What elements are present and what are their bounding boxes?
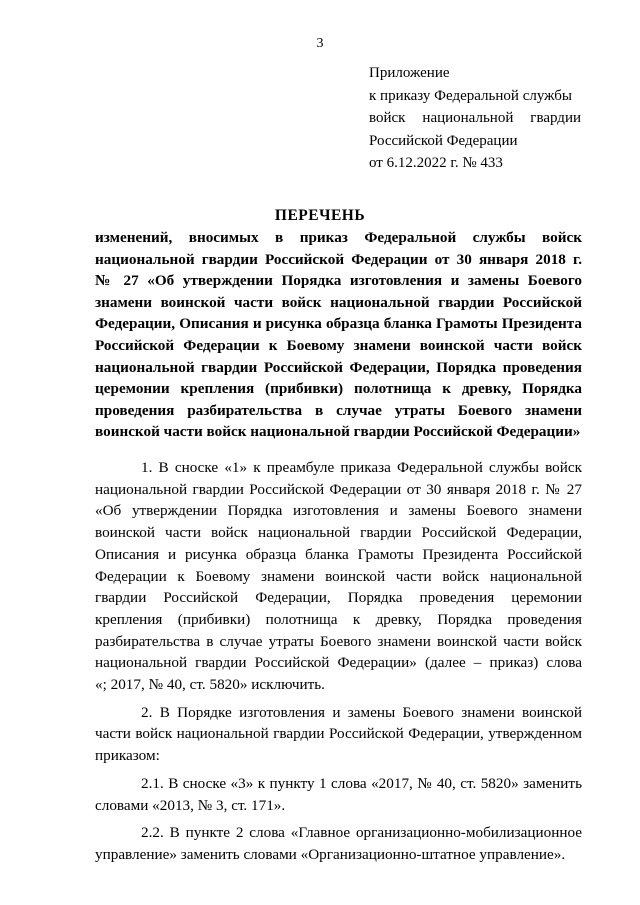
paragraph-line: крепления (прибивки) полотнища к древку, Порядка проведения [95,610,582,628]
paragraph-line: национальной гвардии Российской Федерации» (далее – приказ) слова [95,654,582,672]
paragraph-line: гвардии Российской Федерации, Порядка проведения церемонии [95,589,582,607]
subtitle-line: церемонии крепления (прибивки) полотнища к древку, Порядка [95,380,582,398]
appendix-line: Российской Федерации [369,132,518,149]
paragraph-line: части войск национальной гвардии Российской Федерации, утвержденном [95,725,582,743]
subtitle-line: Федерации, Описания и рисунка образца бланка Грамоты Президента [95,315,582,333]
paragraph-line: 2.2. В пункте 2 слова «Главное организационно-мобилизационное [141,824,582,842]
page-number: 3 [316,36,324,51]
appendix-line: войск национальной гвардии [369,110,581,127]
paragraph-line: Федерации к Боевому знамени воинской части войск национальной [95,567,582,585]
paragraph-line: Описания и рисунка образца бланка Грамоты Президента Российской [95,545,582,563]
paragraph-2 [95,702,582,767]
paragraph-line: 2. В Порядке изготовления и замены Боевого знамени воинской [141,703,582,721]
appendix-block [369,62,581,175]
paragraph-2-2 [95,822,582,865]
paragraph-line: «Об утверждении Порядка изготовления и замены Боевого знамени [95,502,582,520]
document-subtitle [95,227,582,443]
paragraph-line: «; 2017, № 40, ст. 5820» исключить. [95,676,325,694]
subtitle-line: № 27 «Об утверждении Порядка изготовления и замены Боевого [95,272,582,290]
paragraph-1 [95,457,582,696]
subtitle-line: изменений, вносимых в приказ Федеральной службы войск [95,229,582,246]
subtitle-line: проведения разбирательства в случае утраты Боевого знамени [95,401,582,419]
paragraph-line: разбирательства в случае утраты Боевого знамени воинской части войск [95,632,582,650]
paragraph-line: словами «2013, № 3, ст. 171». [95,796,286,814]
paragraph-line: 2.1. В сноске «3» к пункту 1 слова «2017, № 40, ст. 5820» заменить [141,774,582,792]
paragraph-line: управление» заменить словами «Организационно-штатное управление». [95,845,566,863]
subtitle-line: национальной гвардии Российской Федерации, Порядка проведения [95,358,582,376]
paragraph-2-1 [95,773,582,816]
subtitle-line: знамени воинской части войск национальной гвардии Российской [95,293,582,311]
paragraph-line: воинской части войск национальной гвардии Российской Федерации, [95,524,582,542]
subtitle-line: национальной гвардии Российской Федерации от 30 января 2018 г. [95,250,582,268]
document-body [95,457,582,866]
paragraph-line: национальной гвардии Российской Федерации от 30 января 2018 г. № 27 [95,480,582,498]
appendix-line: к приказу Федеральной службы [369,87,573,104]
paragraph-line: приказом: [95,747,160,765]
subtitle-line: воинской части войск национальной гвардии Российской Федерации» [95,423,581,441]
appendix-line: от 6.12.2022 г. № 433 [369,155,503,172]
subtitle-line: Российской Федерации к Боевому знамени воинской части войск [95,336,582,354]
paragraph-line: 1. В сноске «1» к преамбуле приказа Федеральной службы войск [141,459,582,476]
document-title: ПЕРЕЧЕНЬ [274,207,366,224]
appendix-line: Приложение [369,65,450,81]
